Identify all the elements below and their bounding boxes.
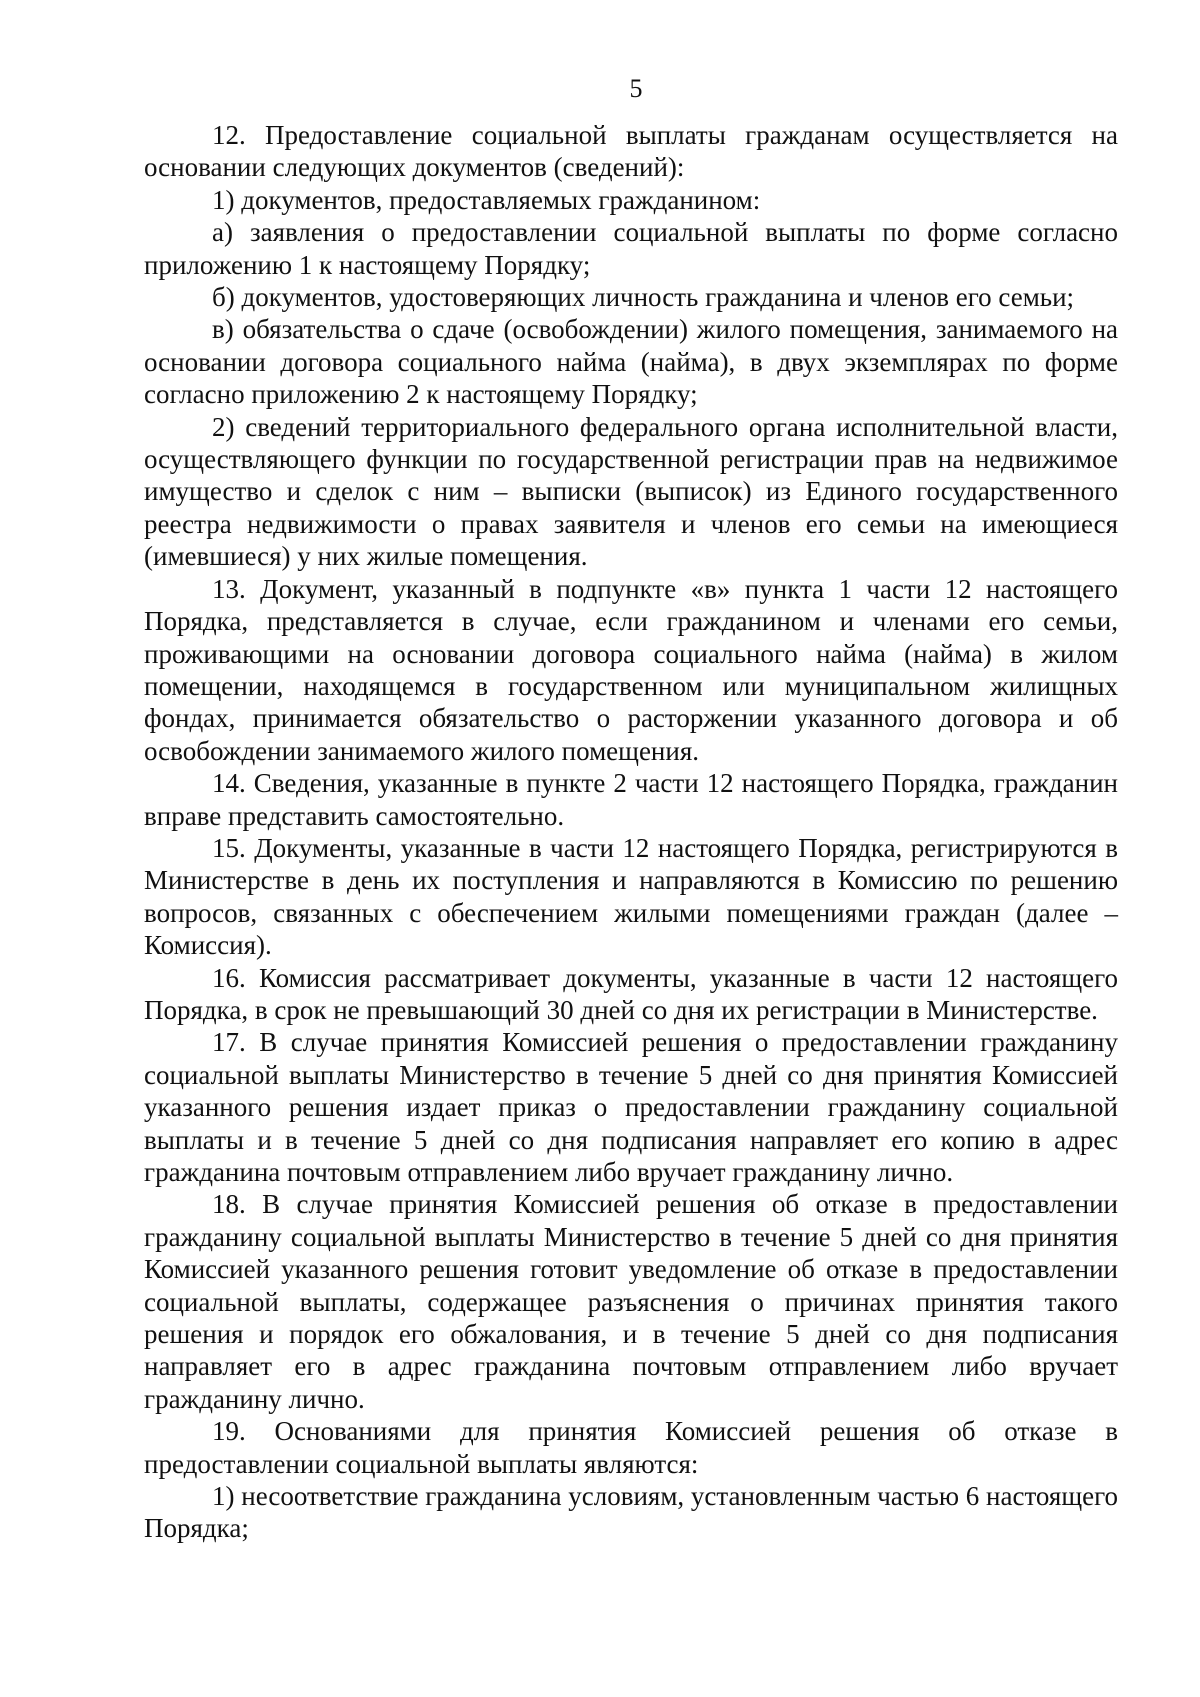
paragraph-18: 18. В случае принятия Комиссией решения об отказе в предоставлении гражданину социальной выплаты Министерство в течение 5 дней со дня принятия Комиссией указанного решения готовит уведомление об отказе в предоставлении социальной выплаты, содержащее разъяснения о причинах принятия такого решения и порядок его обжалования, и в течение 5 дней со дня подписания направляет его в адрес гражданина почтовым отправлением либо вручает гражданину лично.: [144, 1189, 1118, 1414]
page-number: 5: [629, 74, 643, 103]
document-body: [144, 119, 1118, 1545]
paragraph-12: 12. Предоставление социальной выплаты гражданам осуществляется на основании следующих документов (сведений):: [144, 120, 1118, 183]
paragraph-16: 16. Комиссия рассматривает документы, указанные в части 12 настоящего Порядка, в срок не превышающий 30 дней со дня их регистрации в Министерстве.: [144, 962, 1118, 1025]
paragraph-12-item-2: 2) сведений территориального федерального органа исполнительной власти, осуществляющего функции по государственной регистрации прав на недвижимое имущество и сделок с ним – выписки (выписок) из Единого государственного реестра недвижимости о правах заявителя и членов его семьи на имеющиеся (имевшиеся) у них жилые помещения.: [144, 411, 1118, 572]
paragraph-19: 19. Основаниями для принятия Комиссией решения об отказе в предоставлении социальной выплаты являются:: [144, 1416, 1118, 1479]
paragraph-13: 13. Документ, указанный в подпункте «в» пункта 1 части 12 настоящего Порядка, представляется в случае, если гражданином и членами его семьи, проживающими на основании договора социального найма (найма) в жилом помещении, находящемся в государственном или муниципальном жилищных фондах, принимается обязательство о расторжении указанного договора и об освобождении занимаемого жилого помещения.: [144, 573, 1118, 766]
paragraph-12-item-1b: б) документов, удостоверяющих личность гражданина и членов его семьи;: [212, 282, 1075, 313]
paragraph-15: 15. Документы, указанные в части 12 настоящего Порядка, регистрируются в Министерстве в день их поступления и направляются в Комиссию по решению вопросов, связанных с обеспечением жилыми помещениями граждан (далее – Комиссия).: [144, 832, 1118, 961]
paragraph-14: 14. Сведения, указанные в пункте 2 части 12 настоящего Порядка, гражданин вправе представить самостоятельно.: [144, 768, 1118, 831]
paragraph-17: 17. В случае принятия Комиссией решения о предоставлении гражданину социальной выплаты Министерство в течение 5 дней со дня принятия Комиссией указанного решения издает приказ о предоставлении гражданину социальной выплаты и в течение 5 дней со дня подписания направляет его копию в адрес гражданина почтовым отправлением либо вручает гражданину лично.: [144, 1027, 1118, 1187]
paragraph-19-item-1: 1) несоответствие гражданина условиям, установленным частью 6 настоящего Порядка;: [144, 1481, 1118, 1544]
paragraph-12-item-1: 1) документов, предоставляемых гражданином:: [212, 184, 761, 215]
paragraph-12-item-1a: а) заявления о предоставлении социальной выплаты по форме согласно приложению 1 к настоящему Порядку;: [144, 217, 1118, 280]
paragraph-12-item-1c: в) обязательства о сдаче (освобождении) жилого помещения, занимаемого на основании договора социального найма (найма), в двух экземплярах по форме согласно приложению 2 к настоящему Порядку;: [144, 314, 1118, 410]
